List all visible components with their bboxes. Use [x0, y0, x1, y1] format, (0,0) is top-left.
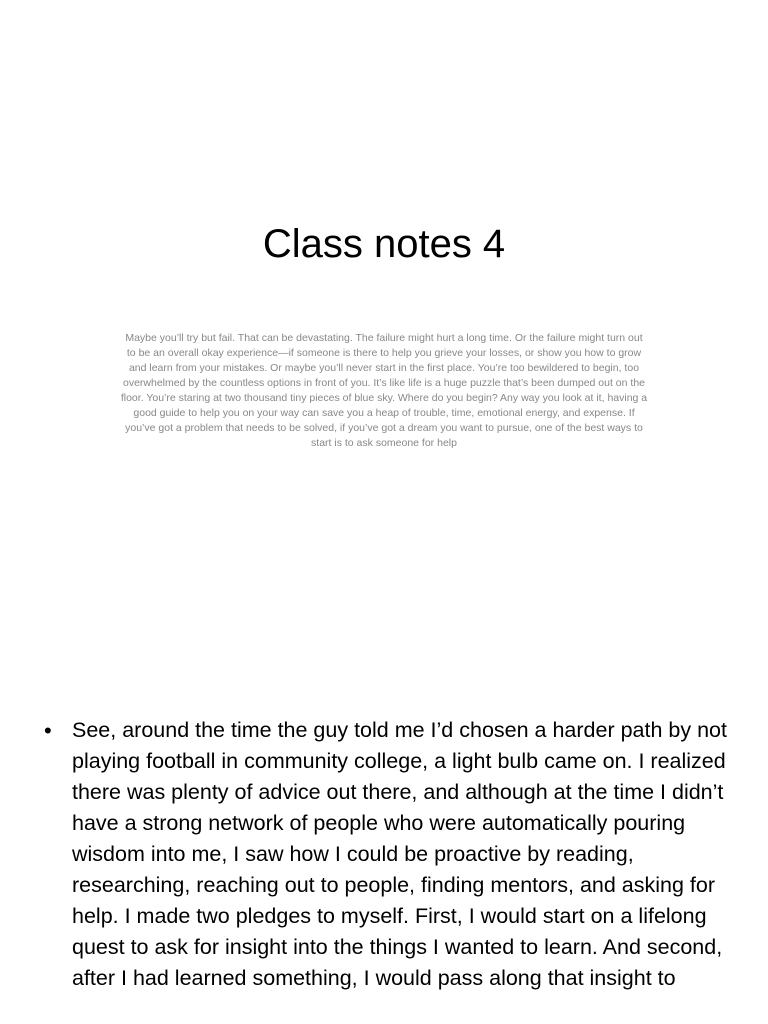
- bullet-marker: •: [44, 718, 52, 743]
- slide-title: Class notes 4: [262, 222, 506, 266]
- bullet-list-item: [40, 715, 740, 994]
- bullet-text: See, around the time the guy told me I’d chosen a harder path by not playing football in community college, a light bulb came on. I realized there was plenty of advice out there, and although at the time I didn’t have a strong network of people who were automatically pouring wisdom into me, I saw how I could be proactive by reading, researching, reaching out to people, finding mentors, and asking for help. I made two pledges to myself. First, I would start on a lifelong quest to ask for insight into the things I wanted to learn. And second, after I had learned something, I would pass along that insight to: [72, 718, 727, 990]
- slide-subtitle: Maybe you’ll try but fail. That can be devastating. The failure might hurt a long time. Or the failure might turn out to be an overall okay experience—if someone is there to help you grieve your losses, or show you how to grow and learn from your mistakes. Or maybe you’ll never start in the first place. You’re too bewildered to begin, too overwhelmed by the countless options in front of you. It’s like life is a huge puzzle that’s been dumped out on the floor. You’re staring at two thousand tiny pieces of blue sky. Where do you begin? Any way you look at it, having a good guide to help you on your way can save you a heap of trouble, time, emotional energy, and expense. If you’ve got a problem that needs to be solved, if you’ve got a dream you want to pursue, one of the best ways to start is to ask someone for help: [120, 332, 648, 449]
